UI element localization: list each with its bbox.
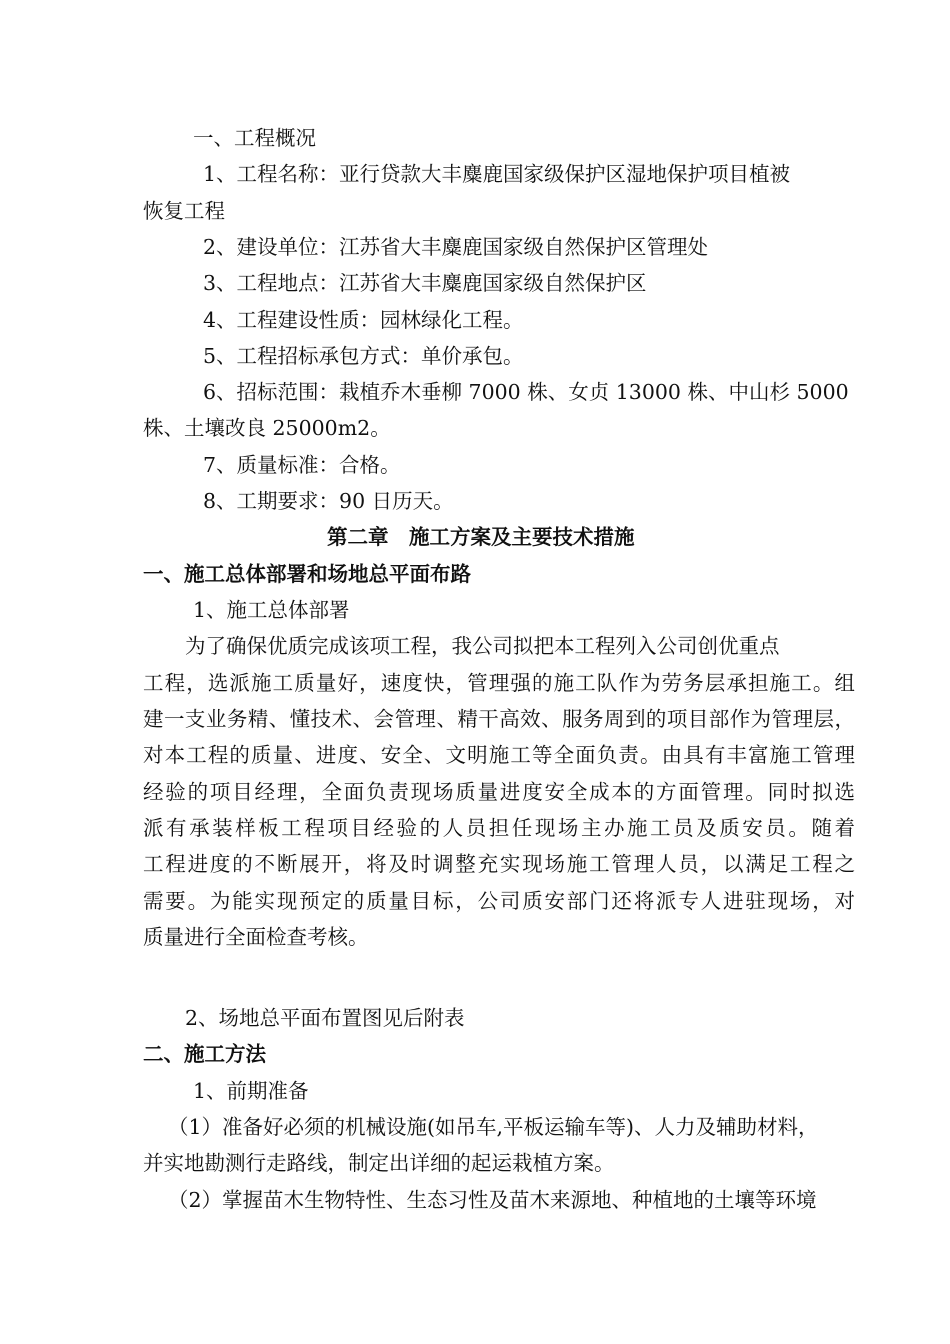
project-nature: 4、工程建设性质：园林绿化工程。 <box>203 308 524 332</box>
para-line-3: 建一支业务精、懂技术、会管理、精干高效、服务周到的项目部作为管理层， <box>143 707 855 731</box>
schedule-requirement: 8、工期要求：90 日历天。 <box>203 489 454 513</box>
prep-item1-line1: （1）准备好必须的机械设施(如吊车,平板运输车等)、人力及辅助材料， <box>168 1115 819 1139</box>
section2-sub1: 1、前期准备 <box>193 1079 309 1103</box>
project-location: 3、工程地点：江苏省大丰麋鹿国家级自然保护区 <box>203 271 647 295</box>
project-name-line2: 恢复工程 <box>143 199 225 223</box>
overview-heading: 一、工程概况 <box>193 126 316 150</box>
prep-item1-line2: 并实地勘测行走路线，制定出详细的起运栽植方案。 <box>143 1151 615 1175</box>
quality-standard: 7、质量标准：合格。 <box>203 453 401 477</box>
para-line-9: 质量进行全面检查考核。 <box>143 925 369 949</box>
para-line-5: 经验的项目经理，全面负责现场质量进度安全成本的方面管理。同时拟选 <box>143 780 855 804</box>
tender-scope-line2: 株、土壤改良 25000m2。 <box>143 416 391 440</box>
section1-heading: 一、施工总体部署和场地总平面布路 <box>143 562 471 586</box>
tender-scope-line1: 6、招标范围：栽植乔木垂柳 7000 株、女贞 13000 株、中山杉 5000 <box>203 380 849 404</box>
para-line-2: 工程，选派施工质量好，速度快，管理强的施工队作为劳务层承担施工。组 <box>143 671 855 695</box>
section2-heading: 二、施工方法 <box>143 1042 266 1066</box>
chapter-title: 第二章 施工方案及主要技术措施 <box>327 525 635 549</box>
section1-sub1: 1、施工总体部署 <box>193 598 350 622</box>
para-line-1: 为了确保优质完成该项工程，我公司拟把本工程列入公司创优重点 <box>185 634 780 658</box>
para-line-4: 对本工程的质量、进度、安全、文明施工等全面负责。由具有丰富施工管理 <box>143 743 855 767</box>
para-line-8: 需要。为能实现预定的质量目标，公司质安部门还将派专人进驻现场，对 <box>143 889 855 913</box>
tender-method: 5、工程招标承包方式：单价承包。 <box>203 344 524 368</box>
section1-sub2: 2、场地总平面布置图见后附表 <box>185 1006 465 1030</box>
para-line-7: 工程进度的不断展开，将及时调整充实现场施工管理人员，以满足工程之 <box>143 852 855 876</box>
prep-item2-line1: （2）掌握苗木生物特性、生态习性及苗木来源地、种植地的土壤等环境 <box>168 1188 817 1212</box>
construction-unit: 2、建设单位：江苏省大丰麋鹿国家级自然保护区管理处 <box>203 235 709 259</box>
project-name-line1: 1、工程名称：亚行贷款大丰麋鹿国家级保护区湿地保护项目植被 <box>203 162 791 186</box>
para-line-6: 派有承装样板工程项目经验的人员担任现场主办施工员及质安员。随着 <box>143 816 855 840</box>
